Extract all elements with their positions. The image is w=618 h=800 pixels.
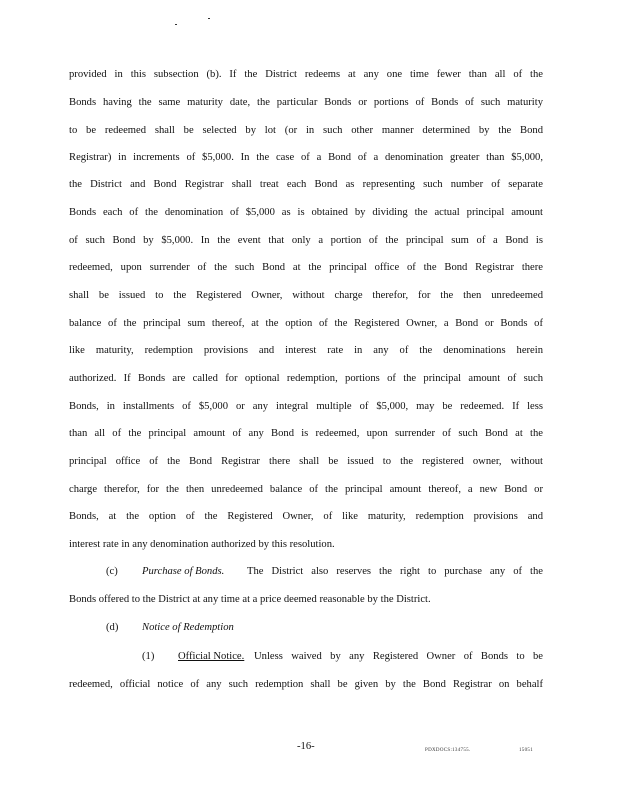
body-line: Bonds, in installments of $5,000 or any integral multiple of $5,000, may be redeemed. If less [69,401,543,412]
body-line: Bonds each of the denomination of $5,000 as is obtained by dividing the actual principal amount [69,207,543,218]
body-line: authorized. If Bonds are called for optional redemption, portions of the principal amount of such [69,373,543,384]
scan-speck [175,24,177,25]
section-c-heading: Purchase of Bonds. [142,566,225,577]
body-line: Bonds, at the option of the Registered Owner, of like maturity, redemption provisions and [69,511,543,522]
body-line: to be redeemed shall be selected by lot (or in such other manner determined by the Bond [69,125,543,136]
body-line: balance of the principal sum thereof, at the option of the Registered Owner, a Bond or Bonds of [69,318,543,329]
doc-id-right: 15051 [519,748,533,753]
section-d-heading: Notice of Redemption [142,622,234,633]
section-d1-heading: Official Notice. [178,651,245,662]
body-line: charge therefor, for the then unredeemed balance of the principal amount thereof, a new Bond or [69,484,543,495]
body-line: of such Bond by $5,000. In the event that only a portion of the principal sum of a Bond is [69,235,543,246]
body-line: shall be issued to the Registered Owner, without charge therefor, for the then unredeemed [69,290,543,301]
body-line: redeemed, upon surrender of the such Bond at the principal office of the Bond Registrar there [69,262,543,273]
section-c-text: The District also reserves the right to purchase any of the [247,566,543,577]
body-line: than all of the principal amount of any Bond is redeemed, upon surrender of such Bond at the [69,428,543,439]
page-number: -16- [297,741,315,752]
scan-speck [208,18,210,19]
body-line: the District and Bond Registrar shall treat each Bond as representing such number of separate [69,179,543,190]
section-d1-text: redeemed, official notice of any such redemption shall be given by the Bond Registrar on behalf [69,679,543,690]
section-d-marker: (d) [106,622,119,633]
body-line: provided in this subsection (b). If the District redeems at any one time fewer than all of the [69,69,543,80]
section-d1-text: Unless waived by any Registered Owner of Bonds to be [254,651,543,662]
section-c-marker: (c) [106,566,118,577]
body-line: Bonds having the same maturity date, the particular Bonds or portions of Bonds of such maturity [69,97,543,108]
section-c-text: Bonds offered to the District at any time at a price deemed reasonable by the District. [69,594,431,605]
body-line: interest rate in any denomination authorized by this resolution. [69,539,335,550]
body-line: principal office of the Bond Registrar there shall be issued to the registered owner, without [69,456,543,467]
body-line: like maturity, redemption provisions and interest rate in any of the denominations herein [69,345,543,356]
body-line: Registrar) in increments of $5,000. In the case of a Bond of a denomination greater than $5,000, [69,152,543,163]
section-d1-marker: (1) [142,651,155,662]
doc-id-left: PDXDOCS:134755. [425,748,471,753]
